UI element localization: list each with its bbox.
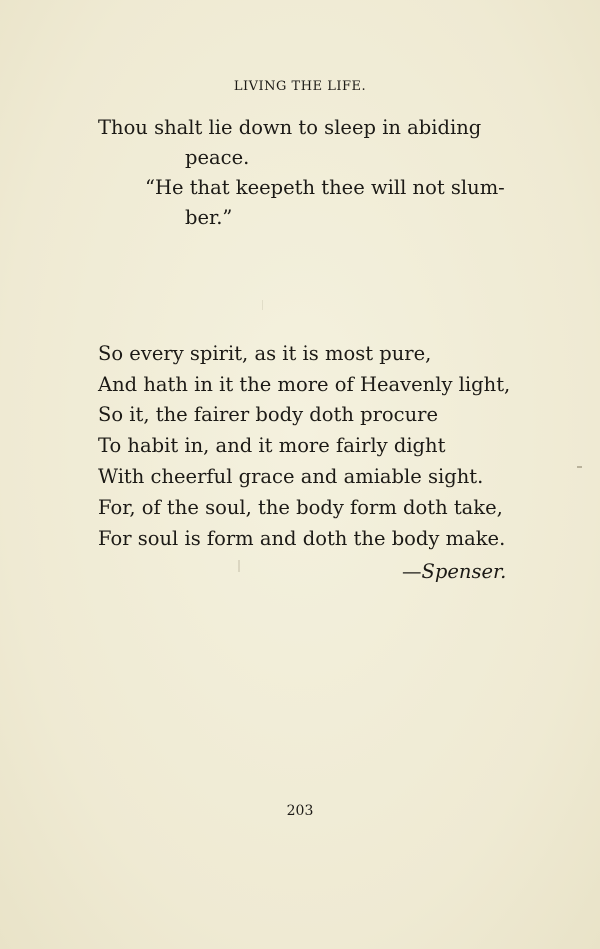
paper-speck <box>262 300 263 310</box>
stanza-line: ber.” <box>185 206 233 229</box>
paper-speck <box>238 560 240 572</box>
poem-line: So it, the fairer body doth procure <box>98 403 438 426</box>
poem-line: With cheerful grace and amiable sight. <box>98 465 484 488</box>
stanza-line: peace. <box>185 146 250 169</box>
poem-line: And hath in it the more of Heavenly light, <box>98 373 511 396</box>
stanza-line: Thou shalt lie down to sleep in abiding <box>98 116 482 139</box>
running-head: LIVING THE LIFE. <box>233 79 367 94</box>
attribution <box>402 562 506 582</box>
attribution-dash: — <box>402 560 422 583</box>
poem-line: For soul is form and doth the body make. <box>98 527 506 550</box>
poem-line: To habit in, and it more fairly dight <box>98 434 446 457</box>
attribution-author: Spenser. <box>421 560 507 583</box>
paper-speck <box>577 466 582 468</box>
poem-line: For, of the soul, the body form doth take, <box>98 496 503 519</box>
page-number: 203 <box>286 803 314 819</box>
poem-line: So every spirit, as it is most pure, <box>98 342 432 365</box>
stanza-line: “He that keepeth thee will not slum- <box>145 176 505 199</box>
